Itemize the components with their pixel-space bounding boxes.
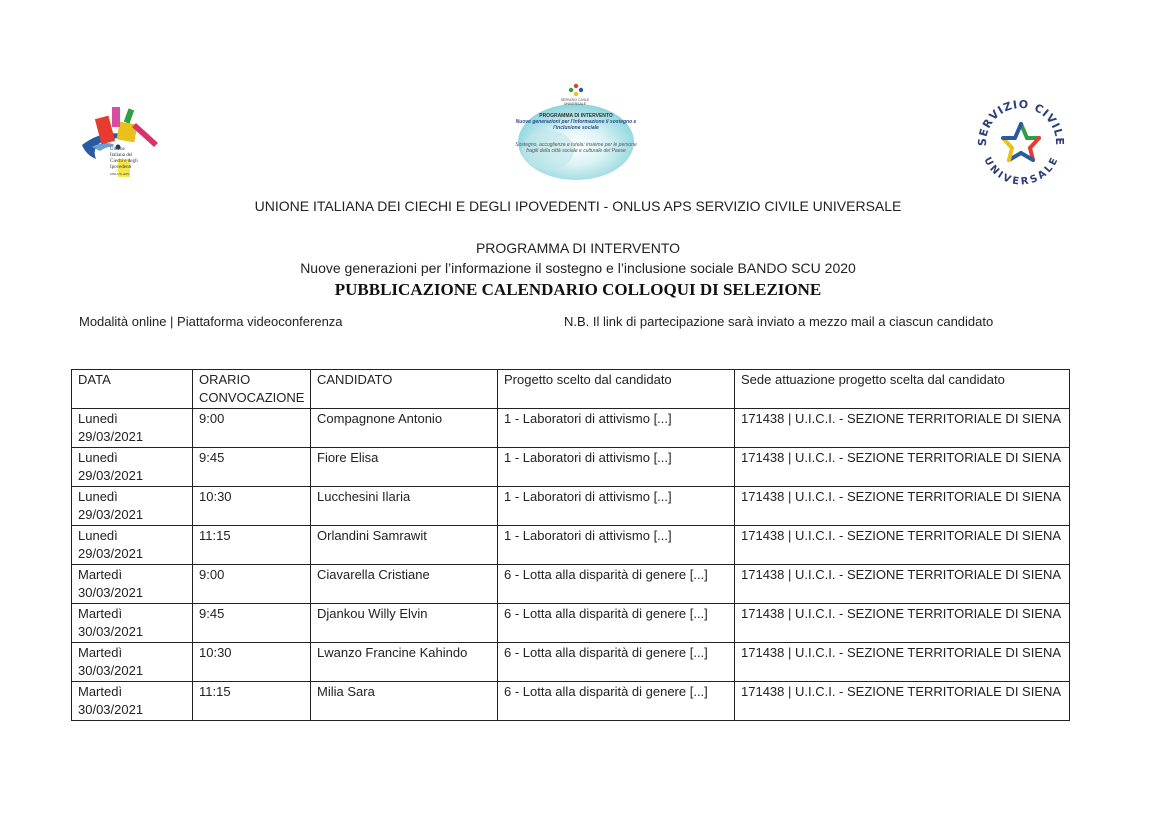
cell-project: 6 - Lotta alla disparità di genere [...] [498,565,735,604]
header-time-line2: CONVOCAZIONE [199,390,305,405]
logo-mid-tagline: Sostegno, accoglienza e tutela: insieme per le persone fragili della città sociale e culturale del Paese [515,142,637,154]
cell-time: 10:30 [193,487,311,526]
servizio-civile-logo [974,95,1068,187]
cell-candidate: Fiore Elisa [311,448,498,487]
cell-date [72,643,193,682]
cell-site: 171438 | U.I.C.I. - SEZIONE TERRITORIALE DI SIENA [735,643,1070,682]
logo-mid-subtitle: Nuove generazioni per l'informazione il sostegno e l'inclusione sociale [515,119,637,131]
link-note: N.B. Il link di partecipazione sarà inviato a mezzo mail a ciascun candidato [564,314,994,329]
cell-site: 171438 | U.I.C.I. - SEZIONE TERRITORIALE DI SIENA [735,526,1070,565]
cell-date-value: 30/03/2021 [78,702,144,717]
cell-date-value: 29/03/2021 [78,546,144,561]
table-row [72,487,1070,526]
cell-day: Martedì [78,606,123,621]
cell-project: 1 - Laboratori di attivismo [...] [498,487,735,526]
interview-calendar-table [71,369,1070,721]
logo-mid-top-text: SERVIZIO CIVILE UNIVERSALE [560,98,590,106]
cell-time: 9:45 [193,604,311,643]
mode-note: Modalità online | Piattaforma videoconferenza [79,314,343,329]
cell-site: 171438 | U.I.C.I. - SEZIONE TERRITORIALE DI SIENA [735,448,1070,487]
cell-date-value: 29/03/2021 [78,507,144,522]
cell-date [72,604,193,643]
cell-date [72,682,193,721]
cell-project: 1 - Laboratori di attivismo [...] [498,526,735,565]
cell-time: 10:30 [193,643,311,682]
cell-date [72,565,193,604]
cell-time: 11:15 [193,682,311,721]
cell-date-value: 29/03/2021 [78,468,144,483]
organization-heading: UNIONE ITALIANA DEI CIECHI E DEGLI IPOVEDENTI - ONLUS APS SERVIZIO CIVILE UNIVERSALE [254,198,902,214]
table-row [72,409,1070,448]
cell-project: 6 - Lotta alla disparità di genere [...] [498,604,735,643]
table-header-row [72,370,1070,409]
cell-time: 9:00 [193,409,311,448]
table-row [72,604,1070,643]
cell-day: Martedì [78,684,123,699]
cell-site: 171438 | U.I.C.I. - SEZIONE TERRITORIALE DI SIENA [735,682,1070,721]
table-row [72,565,1070,604]
cell-project: 1 - Laboratori di attivismo [...] [498,448,735,487]
header-date: DATA [72,370,193,409]
table-row [72,643,1070,682]
cell-site: 171438 | U.I.C.I. - SEZIONE TERRITORIALE DI SIENA [735,409,1070,448]
cell-candidate: Lwanzo Francine Kahindo [311,643,498,682]
program-subtitle: Nuove generazioni per l’informazione il sostegno e l’inclusione sociale BANDO SCU 2020 [300,260,856,276]
logo-mid-text [512,113,640,154]
logo-right-top-text: SERVIZIO CIVILE [975,97,1067,147]
cell-candidate: Djankou Willy Elvin [311,604,498,643]
cell-site: 171438 | U.I.C.I. - SEZIONE TERRITORIALE DI SIENA [735,604,1070,643]
cell-candidate: Ciavarella Cristiane [311,565,498,604]
cell-date-value: 30/03/2021 [78,585,144,600]
cell-time: 11:15 [193,526,311,565]
cell-day: Lunedì [78,489,118,504]
cell-project: 1 - Laboratori di attivismo [...] [498,409,735,448]
cell-time: 9:45 [193,448,311,487]
table-row [72,448,1070,487]
header-site: Sede attuazione progetto scelta dal candidato [735,370,1070,409]
header-candidate: CANDIDATO [311,370,498,409]
cell-site: 171438 | U.I.C.I. - SEZIONE TERRITORIALE DI SIENA [735,565,1070,604]
uici-logo-text: Unione Italiana dei Ciechi e degli Ipovedenti ONLUS-APS [110,147,138,176]
table-row [72,682,1070,721]
program-heading: PROGRAMMA DI INTERVENTO [475,240,681,256]
cell-time: 9:00 [193,565,311,604]
svg-text:UNIVERSALE [981,156,1060,187]
cell-project: 6 - Lotta alla disparità di genere [...] [498,682,735,721]
cell-candidate: Milia Sara [311,682,498,721]
header-time [193,370,311,409]
cell-date-value: 30/03/2021 [78,663,144,678]
cell-candidate: Compagnone Antonio [311,409,498,448]
cell-date-value: 29/03/2021 [78,429,144,444]
table-row [72,526,1070,565]
page-title: PUBBLICAZIONE CALENDARIO COLLOQUI DI SELEZIONE [334,280,822,299]
cell-day: Martedì [78,567,123,582]
cell-candidate: Orlandini Samrawit [311,526,498,565]
cell-day: Lunedì [78,528,118,543]
logo-mid-title: PROGRAMMA DI INTERVENTO [539,113,613,119]
cell-day: Lunedì [78,450,118,465]
cell-date [72,526,193,565]
cell-date [72,487,193,526]
header-project: Progetto scelto dal candidato [498,370,735,409]
cell-site: 171438 | U.I.C.I. - SEZIONE TERRITORIALE DI SIENA [735,487,1070,526]
cell-date [72,409,193,448]
cell-day: Lunedì [78,411,118,426]
cell-date-value: 30/03/2021 [78,624,144,639]
cell-candidate: Lucchesini Ilaria [311,487,498,526]
cell-project: 6 - Lotta alla disparità di genere [...] [498,643,735,682]
cell-date [72,448,193,487]
header-time-line1: ORARIO [199,372,251,387]
cell-day: Martedì [78,645,123,660]
logo-right-bottom-text: UNIVERSALE [981,155,1061,187]
